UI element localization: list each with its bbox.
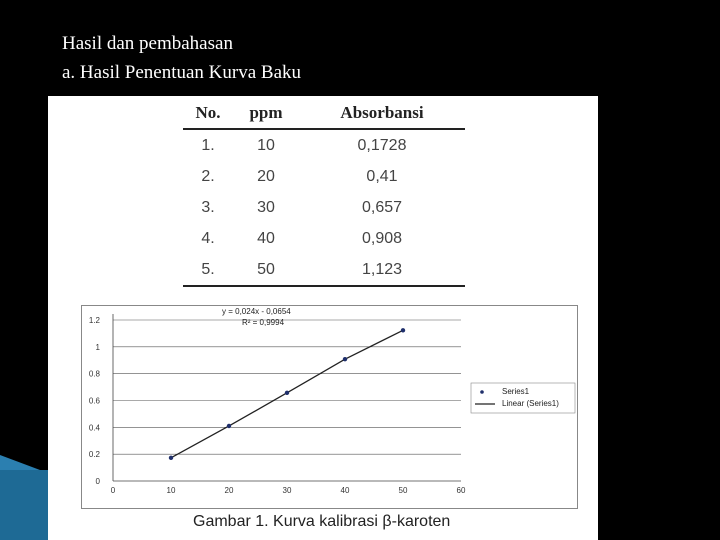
cell-no: 4. xyxy=(201,229,215,247)
cell-ppm: 10 xyxy=(257,136,275,154)
calibration-table xyxy=(183,98,465,287)
y-tick-label: 0.8 xyxy=(88,369,100,379)
x-tick-label: 50 xyxy=(398,486,408,495)
data-point xyxy=(227,424,231,428)
cell-absorbansi: 0,657 xyxy=(361,198,403,216)
cell-no: 5. xyxy=(183,254,233,286)
trendline-equation: y = 0,024x - 0,0654 xyxy=(222,307,291,316)
x-tick-label: 60 xyxy=(456,486,466,495)
figure-caption: Gambar 1. Kurva kalibrasi β-karoten xyxy=(193,513,451,530)
column-header-ppm: ppm xyxy=(233,98,299,129)
y-tick-label: 0 xyxy=(95,477,100,486)
x-tick-label: 10 xyxy=(166,486,176,495)
x-tick-label: 20 xyxy=(224,486,234,495)
data-point xyxy=(401,328,405,332)
column-header-no: No. xyxy=(183,98,233,129)
content-panel xyxy=(48,96,598,540)
cell-no: 1. xyxy=(201,136,215,154)
chart-gridlines xyxy=(113,320,461,454)
y-tick-label: 0.6 xyxy=(88,396,100,406)
legend-trendline-label: Linear (Series1) xyxy=(502,399,559,408)
x-tick-label: 40 xyxy=(340,486,350,495)
cell-no: 3. xyxy=(201,198,215,216)
y-tick-label: 0.2 xyxy=(88,450,100,460)
cell-absorbansi: 1,123 xyxy=(299,254,465,286)
y-tick-label: 1 xyxy=(95,342,100,352)
y-tick-label: 0.4 xyxy=(88,423,100,433)
cell-ppm: 30 xyxy=(257,198,275,216)
chart-legend xyxy=(471,383,575,413)
table-row xyxy=(183,254,465,286)
cell-ppm: 20 xyxy=(257,167,275,185)
column-header-absorbansi: Absorbansi xyxy=(299,98,465,129)
data-point xyxy=(285,391,289,395)
table-row xyxy=(183,129,465,161)
cell-absorbansi: 0,1728 xyxy=(357,136,407,154)
chart-axes xyxy=(113,314,461,481)
calibration-chart xyxy=(81,305,578,509)
cell-ppm: 50 xyxy=(233,254,299,286)
table-row xyxy=(183,223,465,254)
table-row xyxy=(183,161,465,192)
table-row xyxy=(183,192,465,223)
slide-subtitle: a. Hasil Penentuan Kurva Baku xyxy=(62,62,302,83)
x-tick-label: 30 xyxy=(282,486,292,495)
cell-absorbansi: 0,908 xyxy=(361,229,403,247)
chart-svg xyxy=(82,306,577,508)
data-point xyxy=(343,357,347,361)
x-tick-label: 0 xyxy=(110,486,116,495)
slide-title: Hasil dan pembahasan xyxy=(62,33,233,54)
chart-tick-labels xyxy=(89,316,466,495)
legend-series-label: Series1 xyxy=(502,387,530,396)
cell-absorbansi: 0,41 xyxy=(366,167,398,185)
table-header-row xyxy=(183,98,465,129)
cell-no: 2. xyxy=(201,167,215,185)
cell-ppm: 40 xyxy=(257,229,275,247)
trendline-r-squared: R² = 0,9994 xyxy=(242,318,285,327)
legend-marker-icon xyxy=(480,390,484,394)
decorative-accent-base xyxy=(0,470,48,540)
data-point xyxy=(169,456,173,460)
y-tick-label: 1.2 xyxy=(88,316,100,325)
